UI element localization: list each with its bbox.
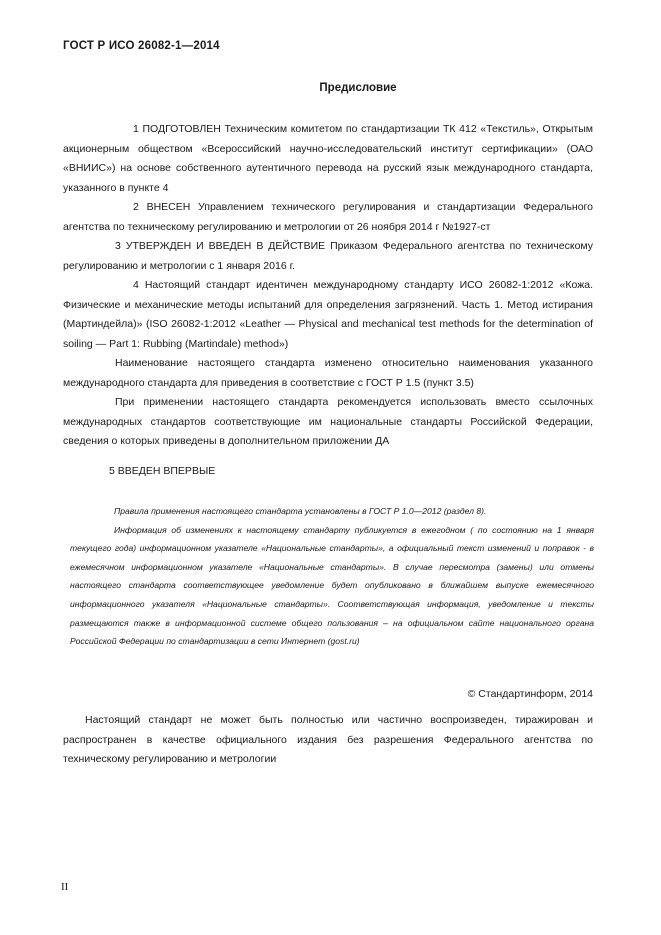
paragraph-name-changed: Наименование настоящего стандарта изменено относительно наименования указанного международного стандарта для приведения в соответствие с ГОСТ Р 1.5 (пункт 3.5): [63, 357, 593, 389]
rules-notice: Правила применения настоящего стандарта установлены в ГОСТ Р 1.0—2012 (раздел 8).: [114, 506, 487, 516]
copyright-line: © Стандартинформ, 2014: [467, 688, 593, 700]
foreword-body: [63, 120, 593, 481]
changes-info-notice: Информация об изменениях к настоящему стандарту публикуется в ежегодном ( по состоянию на 1 января текущего года) информационном указателе «Национальные стандарты», а официальный текст изменений и поправок - в ежемесячном информационном указателе «Национальные стандарты». В случае пересмотра (замены) или отмены настоящего стандарта соответствующее уведомление будет опубликовано в ближайшем выпуске ежемесячного информационного указателя «Национальные стандарты». Соответствующая информация, уведомление и тексты размещаются также в информационной системе общего пользования – на официальном сайте национального органа Российской Федерации по стандартизации в сети Интернет (gost.ru): [70, 524, 594, 647]
paragraph-prepared: 1 ПОДГОТОВЛЕН Техническим комитетом по стандартизации ТК 412 «Текстиль», Открытым акционерным обществом «Всероссийский научно-исследовательский институт сертификации» (ОАО «ВНИИС») на основе собственного аутентичного перевода на русский язык международного стандарта, указанного в пункте 4: [63, 123, 593, 194]
paragraph-identical: 4 Настоящий стандарт идентичен международному стандарту ИСО 26082-1:2012 «Кожа. Физические и механические методы испытаний для определения загрязнений. Часть 1. Метод истирания (Мартиндейла)» (ISO 26082-1:2012 «Leather — Physical and mechanical test methods for the determination of soiling — Part 1: Rubbing (Martindale) method»): [63, 279, 593, 350]
reproduction-notice: Настоящий стандарт не может быть полностью или частично воспроизведен, тиражирован и распространен в качестве официального издания без разрешения Федерального агентства по техническому регулированию и метрологии: [63, 714, 593, 765]
paragraph-approved: 3 УТВЕРЖДЕН И ВВЕДЕН В ДЕЙСТВИЕ Приказом Федерального агентства по техническому регулированию и метрологии с 1 января 2016 г.: [63, 240, 593, 272]
reproduction-notice-block: [63, 711, 593, 770]
paragraph-first-introduced: 5 ВВЕДЕН ВПЕРВЫЕ: [109, 464, 216, 477]
paragraph-references: При применении настоящего стандарта рекомендуется использовать вместо ссылочных международных стандартов соответствующие им национальные стандарты Российской Федерации, сведения о которых приведены в дополнительном приложении ДА: [63, 396, 593, 447]
page-title: Предисловие: [319, 82, 397, 94]
paragraph-introduced: 2 ВНЕСЕН Управлением технического регулирования и стандартизации Федерального агентства по техническому регулированию и метрологии от 26 ноября 2014 г №1927-ст: [63, 201, 593, 233]
standard-code-header: ГОСТ Р ИСО 26082-1—2014: [63, 40, 220, 52]
page-number: II: [61, 881, 69, 893]
publication-notice: [70, 502, 594, 651]
